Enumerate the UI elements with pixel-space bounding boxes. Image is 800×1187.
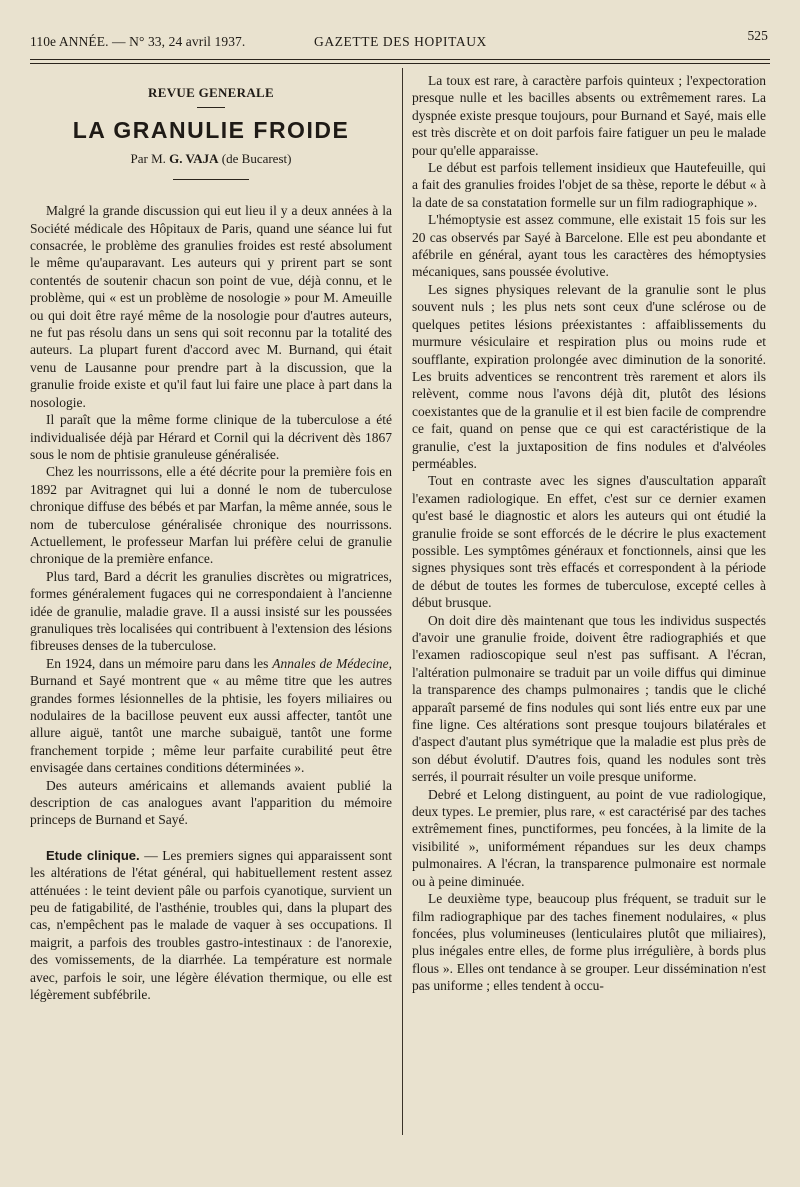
paragraph: Debré et Lelong distinguent, au point de vue radiologique, deux types. Le premier, plus rare, « est caractérisé par des taches extrêmement fines, punctiformes, peu foncées, à la limite de la visibilité », uniformément répandues sur les deux champs pulmonaires. A l'écran, la transparence pulmonaire est normale ou à peine diminuée. bbox=[412, 786, 766, 889]
text-run: En 1924, dans un mémoire paru dans les bbox=[46, 655, 273, 671]
journal-title: GAZETTE DES HOPITAUX bbox=[314, 34, 487, 49]
running-header bbox=[30, 30, 770, 52]
paragraph: Chez les nourrissons, elle a été décrite pour la première fois en 1892 par Avitragnet qui lui a donné le nom de tuberculose chronique diffuse des bébés et par Marfan, la même année, sous le nom de tuberculose généralisée chronique des nourrissons. Actuellement, le professeur Marfan lui préfère celui de granulie chronique de la première enfance. bbox=[30, 464, 392, 567]
byline-prefix: Par M. bbox=[130, 150, 166, 166]
title-rule bbox=[173, 179, 249, 180]
paragraph: On doit dire dès maintenant que tous les individus suspectés d'avoir une granulie froide, doivent être radiographiés et que l'examen radioscopique seul n'est pas suffisant. A l'écran, l'altération pulmonaire se traduit par un voile diffus qui diminue la transparence des champs pulmonaires ; tandis que le cliché apparaît parsemé de fins nodules qui sont liés entre eux par une fine ligne. Ces altérations sont presque toujours bilatérales et d'aspect d'autant plus symétrique que la maladie est plus près de son début évolutif. D'autres fois, quand les nodules sont très serrés, il pourrait résulter un voile presque uniforme. bbox=[412, 612, 766, 785]
paragraph: Le deuxième type, beaucoup plus fréquent, se traduit sur le film radiographique par des taches finement nodulaires, « plus foncées, plus volumineuses (lenticulaires plutôt que miliaires), plus inégales entre elles, de forme plus irrégulière, à bords plus flous ». Elles ont tendance à se grouper. Leur dissémination n'est pas uniforme ; elles tendent à occu- bbox=[412, 891, 766, 994]
paragraph: Tout en contraste avec les signes d'auscultation apparaît l'examen radiologique. En effet, c'est sur ce dernier examen qu'est basé le diagnostic et alors les auteurs qui ont étudié la granulie froide se sont efforcés de le décrire le plus exactement possible. Les symptômes généraux et fonctionnels, ainsi que les signes physiques sont très effacés et correspondent à la période de début de toutes les formes de tuberculose, excepté celles à début brusque. bbox=[412, 473, 766, 611]
text-run: , Burnand et Sayé montrent que « au même titre que les autres grandes formes lésionnelles de la phtisie, les foyers miliaires ou nodulaires de la bacillose peuvent eux aussi affecter, tantôt une allure aiguë, tantôt une marche subaiguë, tantôt une forme franchement torpide ; même leur parfaite curabilité peut être envisagée dans certaines conditions déterminées ». bbox=[30, 655, 392, 776]
issue-info: 110e ANNÉE. — N° 33, 24 avril 1937. bbox=[30, 34, 246, 49]
paragraph: Il paraît que la même forme clinique de la tuberculose a été individualisée déjà par Hérard et Cornil qui la décrivent dès 1867 sous le nom de phtisie granuleuse généralisée. bbox=[30, 412, 392, 462]
page-number: 525 bbox=[747, 28, 768, 43]
header-rule-top bbox=[30, 59, 770, 60]
paragraph bbox=[30, 655, 392, 777]
section-rubric: REVUE GENERALE bbox=[148, 85, 274, 100]
paragraph: Le début est parfois tellement insidieux que Hautefeuille, qui a fait des granulies froides l'objet de sa thèse, reporte le début « à la date de sa constatation formelle sur un film radiographique ». bbox=[412, 160, 766, 210]
section-heading: Etude clinique. bbox=[46, 847, 140, 863]
paragraph: La toux est rare, à caractère parfois quinteux ; l'expectoration presque nulle et les bacilles absents ou extrêmement rares. La dyspnée existe presque toujours, pour Burnand et Sayé, mais elle est très discrète et on doit parfois faire fatiguer un peu le malade pour qu'elle apparaisse. bbox=[412, 73, 766, 158]
paragraph: Les signes physiques relevant de la granulie sont le plus souvent nuls ; les plus nets sont ceux d'une sclérose ou de quelques petites lésions préexistantes : affaiblissements du murmure vésiculaire et respiration plus ou moins rude et soufflante, expiration prolongée avec diminution de la sonorité. Les bruits adventices se rencontrent très rarement et alors ils relèvent, comme nous l'avons déjà dit, plutôt des lésions coexistantes que de la granulie et il est bien facile de comprendre ce fait, quand on pense que ce qui est caractéristique de la granulie, c'est la juxtaposition de fins nodules et d'alvéoles perméables. bbox=[412, 281, 766, 471]
paragraph: Des auteurs américains et allemands avaient publié la description de cas analogues avant l'apparition du mémoire princeps de Burnand et Sayé. bbox=[30, 777, 392, 828]
paragraph bbox=[30, 847, 392, 1004]
rubric-rule bbox=[197, 107, 225, 108]
left-column bbox=[30, 72, 392, 1004]
author-name: G. VAJA bbox=[169, 150, 219, 166]
right-column bbox=[412, 72, 766, 995]
article-title: LA GRANULIE FROIDE bbox=[72, 117, 350, 144]
paragraph: Malgré la grande discussion qui eut lieu il y a deux années à la Société médicale des Hôpitaux de Paris, quand une séance lui fut consacrée, le problème des granulies froides est resté absolument le même qu'auparavant. Les auteurs qui y prirent part se sont contentés de soutenir chacun son point de vue, déjà connu, et le problème, qui « est un problème de nosologie » pour M. Ameuille ou qui doit être rayé même de la nosologie pour d'autres auteurs, ne fut pas résolu dans un sens qui soit reconnu par la totalité des auteurs. La plupart furent d'accord avec M. Burnand, qui était venu de Lausanne pour prendre part à la discussion, que la granulie froide existe et qu'il faut lui faire une place à part dans la nosologie. bbox=[30, 203, 392, 410]
paragraph: L'hémoptysie est assez commune, elle existait 15 fois sur les 20 cas observés par Sayé à Barcelone. Elle est peu abondante et afébrile en général, ayant tous les caractères des hémoptysies mécaniques, sans poussée évolutive. bbox=[412, 212, 766, 280]
header-rule-bottom bbox=[30, 63, 770, 64]
journal-citation: Annales de Médecine bbox=[272, 655, 389, 671]
text-run: — Les premiers signes qui apparaissent sont les altérations de l'état général, qui habituellement restent assez atténuées : le teint devient pâle ou parfois cyanotique, survient un peu de fatigabilité, de l'asthénie, troubles qui, dans la plupart des cas, n'empêchent pas le malade de vaquer à ses occupations. Il maigrit, a parfois des troubles gastro-intestinaux : de l'anorexie, des vomissements, de la diarrhée. La température est normale avec, parfois le soir, une légère élévation thermique, ou elle est légèrement subfébrile. bbox=[30, 847, 392, 1003]
author-affiliation: (de Bucarest) bbox=[221, 150, 292, 166]
column-divider bbox=[402, 68, 403, 1135]
byline bbox=[30, 150, 392, 167]
paragraph: Plus tard, Bard a décrit les granulies discrètes ou migratrices, formes généralement fugaces qui ne correspondaient à l'ancienne idée de granulie, maladie grave. Il a aussi insisté sur les poussées granuliques très localisées qui contribuent à l'extension des lésions fibreuses denses de la tuberculose. bbox=[30, 568, 392, 654]
